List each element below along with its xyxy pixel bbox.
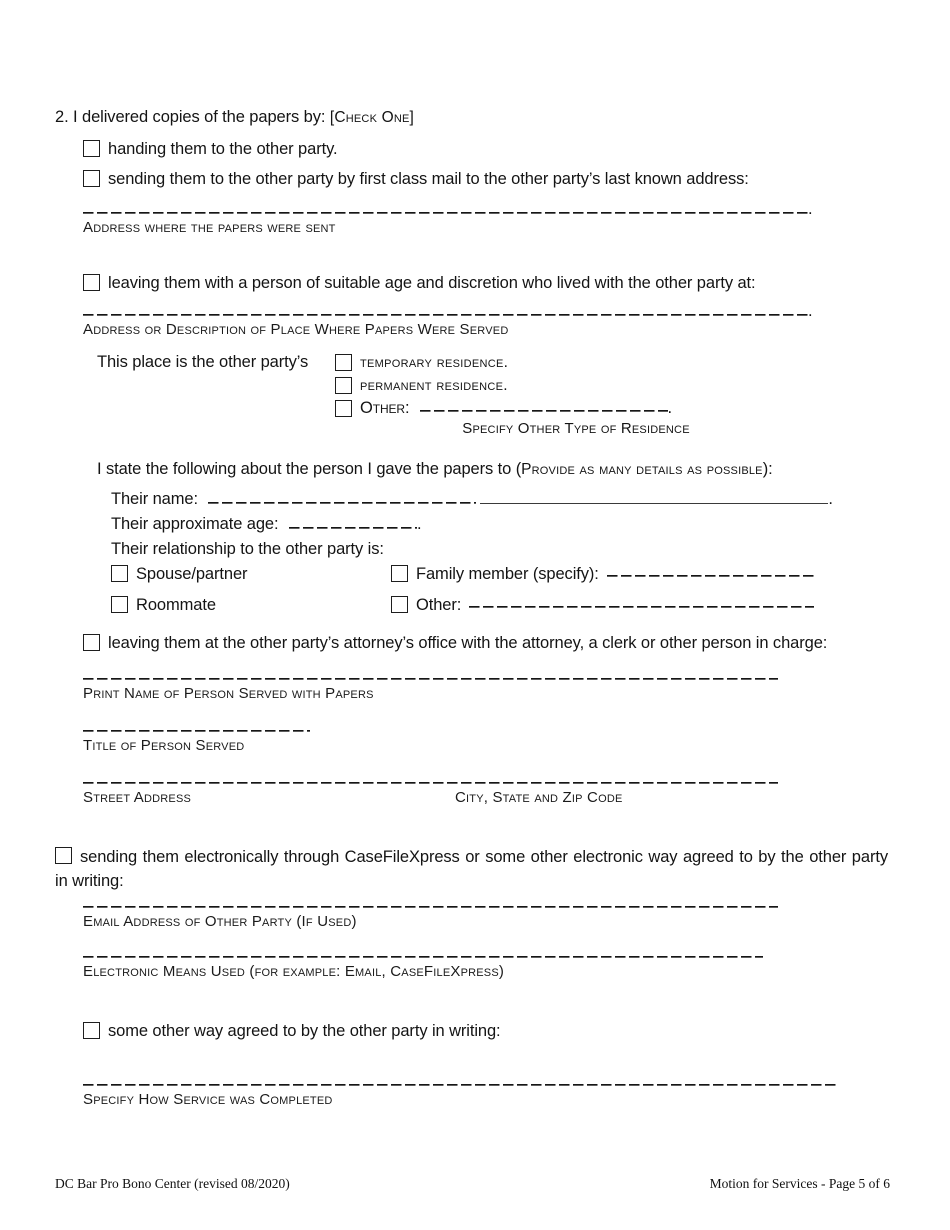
roommate-label: Roommate — [136, 596, 216, 614]
intro-note: Provide as many details as possible — [521, 461, 763, 478]
fill-line-residence-other[interactable] — [420, 397, 668, 412]
checkbox-residence-other[interactable] — [335, 400, 352, 417]
option-attorney-office-label: leaving them at the other party’s attorney’s office with the attorney, a clerk or other person in charge: — [108, 634, 828, 652]
residence-temporary-row — [335, 351, 700, 374]
fill-line-mail-address[interactable] — [83, 199, 808, 214]
residence-prompt: This place is the other party’s — [97, 353, 309, 371]
street-city-line-row — [83, 769, 888, 789]
family-member-label: Family member (specify): — [416, 565, 599, 583]
checkbox-relationship-other[interactable] — [391, 596, 408, 613]
fill-line-served-address[interactable] — [83, 301, 808, 316]
means-caption: Electronic Means Used (for example: Email, CaseFileXpress) — [83, 963, 505, 980]
relationship-options — [111, 562, 888, 617]
checkbox-attorney-office[interactable] — [83, 634, 100, 651]
spouse-partner-label: Spouse/partner — [136, 565, 248, 583]
section-heading-text: I delivered copies of the papers by: — [73, 108, 326, 126]
period: . — [808, 302, 813, 320]
residence-other-row — [335, 397, 700, 420]
option-suitable-person — [83, 271, 888, 295]
section-heading — [55, 106, 888, 129]
checkbox-permanent-residence[interactable] — [335, 377, 352, 394]
option-handing-label: handing them to the other party. — [108, 140, 338, 158]
period: . — [416, 515, 422, 533]
permanent-residence-label: permanent residence. — [360, 377, 508, 394]
fill-line-person-name-a[interactable] — [208, 489, 476, 504]
fill-line-person-name-b[interactable] — [480, 488, 828, 504]
relationship-family-row — [391, 562, 888, 586]
title-caption: Title of Person Served — [83, 737, 245, 754]
person-statement-intro — [97, 458, 888, 481]
title-line-row — [83, 717, 888, 737]
section-number: 2. — [55, 108, 69, 126]
relationship-label-row: Their relationship to the other party is: — [111, 540, 384, 558]
person-name-row — [111, 487, 888, 512]
option-electronic-label: sending them electronically through CaseFileXpress or some other electronic way agreed to by the other party in writing: — [55, 848, 888, 890]
checkbox-roommate[interactable] — [111, 596, 128, 613]
person-age-label: Their approximate age: — [111, 515, 279, 533]
email-caption: Email Address of Other Party (If Used) — [83, 913, 357, 930]
served-address-caption: Address or Description of Place Where Papers Were Served — [83, 321, 509, 338]
relationship-other-label: Other: — [416, 596, 462, 614]
person-name-label: Their name: — [111, 490, 198, 508]
how-completed-caption: Specify How Service was Completed — [83, 1091, 333, 1108]
relationship-other-row — [391, 593, 888, 617]
residence-other-label: Other: — [360, 399, 410, 417]
mail-address-line-row — [83, 199, 888, 219]
temporary-residence-label: temporary residence. — [360, 354, 509, 371]
option-first-class-mail-label: sending them to the other party by first class mail to the other party’s last known address: — [108, 170, 749, 188]
period: . — [828, 490, 833, 508]
fill-line-person-age[interactable] — [289, 514, 417, 529]
checkbox-electronic[interactable] — [55, 847, 72, 864]
page-footer — [55, 1176, 890, 1192]
means-line-row — [83, 943, 888, 963]
how-completed-line-row — [83, 1071, 888, 1091]
option-other-way — [83, 1019, 888, 1043]
street-caption: Street Address — [83, 789, 192, 806]
fill-line-relationship-other[interactable] — [469, 593, 814, 608]
checkbox-other-way[interactable] — [83, 1022, 100, 1039]
fill-line-title[interactable] — [83, 717, 310, 732]
period: . — [667, 399, 672, 417]
checkbox-first-class-mail[interactable] — [83, 170, 100, 187]
print-name-caption: Print Name of Person Served with Papers — [83, 685, 374, 702]
intro-suffix: ): — [762, 460, 773, 478]
option-handing — [83, 137, 888, 161]
residence-other-caption: Specify Other Type of Residence — [462, 420, 690, 437]
residence-permanent-row — [335, 374, 700, 397]
street-city-caption-row — [83, 789, 888, 807]
mail-address-caption: Address where the papers were sent — [83, 219, 336, 236]
served-address-line-row — [83, 301, 888, 321]
residence-block — [97, 351, 888, 438]
relationship-roommate-row — [111, 593, 391, 617]
fill-line-email[interactable] — [83, 893, 778, 908]
option-other-way-label: some other way agreed to by the other party in writing: — [108, 1022, 501, 1040]
checkbox-family-member[interactable] — [391, 565, 408, 582]
print-name-line-row — [83, 665, 888, 685]
intro-prefix: I state the following about the person I gave the papers to ( — [97, 460, 522, 478]
option-first-class-mail — [83, 167, 888, 191]
footer-right: Motion for Services - Page 5 of 6 — [709, 1176, 890, 1191]
fill-line-family-specify[interactable] — [607, 562, 817, 577]
checkbox-suitable-person[interactable] — [83, 274, 100, 291]
fill-line-street-city[interactable] — [83, 769, 778, 784]
footer-left: DC Bar Pro Bono Center (revised 08/2020) — [55, 1176, 290, 1191]
email-line-row — [83, 893, 888, 913]
option-attorney-office — [83, 631, 888, 655]
check-one-note: [Check One] — [329, 109, 415, 126]
option-electronic — [55, 845, 888, 893]
fill-line-print-name[interactable] — [83, 665, 778, 680]
checkbox-spouse-partner[interactable] — [111, 565, 128, 582]
relationship-spouse-row — [111, 562, 391, 586]
person-age-row — [111, 512, 888, 537]
option-suitable-person-label: leaving them with a person of suitable age and discretion who lived with the other party at: — [108, 274, 756, 292]
checkbox-handing[interactable] — [83, 140, 100, 157]
checkbox-temporary-residence[interactable] — [335, 354, 352, 371]
period: . — [808, 200, 813, 218]
fill-line-electronic-means[interactable] — [83, 943, 763, 958]
fill-line-how-completed[interactable] — [83, 1071, 838, 1086]
city-caption: City, State and Zip Code — [455, 789, 623, 806]
